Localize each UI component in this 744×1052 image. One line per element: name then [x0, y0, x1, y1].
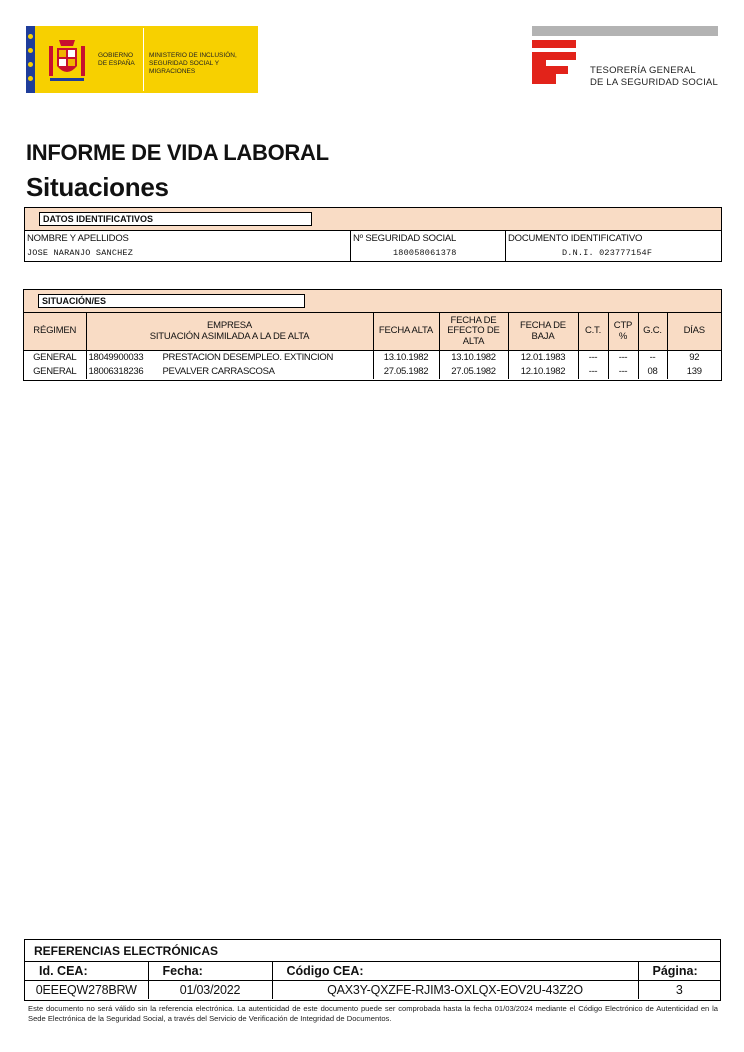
row-fecha-baja: 12.01.1983 [508, 351, 578, 366]
row-empresa-name: PEVALVER CARRASCOSA [162, 366, 275, 377]
legal-note: Este documento no será válido sin la referencia electrónica. La autenticidad de este documento puede ser comprobada hasta la fecha 01/03/2024 mediante el Código Electrónico de Autenticidad en la Sede Electrónica de la Seguridad Social, a través del Servicio de Verificación de Integridad de Documentos. [28, 1004, 718, 1023]
name-label: NOMBRE Y APELLIDOS [27, 233, 129, 244]
row-ct: --- [578, 365, 608, 379]
row-gc: 08 [638, 365, 667, 379]
col-empresa [86, 313, 373, 351]
situations-section-label: SITUACIÓN/ES [38, 294, 305, 308]
table-row [24, 351, 721, 366]
tgss-grey-bar [532, 26, 718, 36]
id-cea-label: Id. CEA: [25, 962, 148, 981]
references-values-row [25, 981, 720, 1000]
electronic-references [24, 939, 721, 1001]
col-gc: G.C. [638, 313, 667, 351]
situations-header-row [24, 313, 721, 351]
row-regimen: GENERAL [24, 365, 86, 379]
row-fecha-baja: 12.10.1982 [508, 365, 578, 379]
document-cell [506, 230, 721, 261]
tgss-name-line1: TESORERÍA GENERAL [590, 65, 696, 76]
row-fecha-alta: 27.05.1982 [373, 365, 439, 379]
col-empresa-line2: SITUACIÓN ASIMILADA A LA DE ALTA [149, 330, 310, 342]
row-empresa-code: 18006318236 [88, 366, 144, 377]
coat-of-arms-icon [46, 36, 88, 84]
row-ctp: --- [608, 365, 638, 379]
tgss-name-line2: DE LA SEGURIDAD SOCIAL [590, 77, 718, 88]
col-ctp: CTP % [608, 313, 638, 351]
row-empresa [86, 351, 373, 366]
situations-table [24, 313, 721, 379]
codigo-cea-value: QAX3Y-QXZFE-RJIM3-OXLQX-EOV2U-43Z2O [272, 981, 638, 1000]
col-empresa-line1: EMPRESA [206, 320, 253, 331]
report-title: INFORME DE VIDA LABORAL [26, 140, 329, 165]
row-fecha-efecto: 13.10.1982 [439, 351, 508, 366]
col-fecha-efecto: FECHA DE EFECTO DE ALTA [439, 313, 508, 351]
pagina-label: Página: [638, 962, 720, 981]
ministry-name: MINISTERIO DE INCLUSIÓN, SEGURIDAD SOCIAL Y MIGRACIONES [149, 52, 237, 75]
name-cell [25, 230, 351, 261]
document-value: D.N.I. 023777154F [562, 248, 653, 258]
row-ctp: --- [608, 351, 638, 366]
nss-cell [351, 230, 506, 261]
col-fecha-alta: FECHA ALTA [373, 313, 439, 351]
pagina-value: 3 [638, 981, 720, 1000]
situations-section [23, 289, 722, 381]
identification-section-label: DATOS IDENTIFICATIVOS [39, 212, 312, 226]
nss-value: 180058061378 [393, 248, 457, 258]
nss-label: Nº SEGURIDAD SOCIAL [353, 233, 457, 244]
row-dias: 92 [689, 352, 700, 363]
row-regimen: GENERAL [24, 351, 86, 366]
row-empresa-code: 18049900033 [88, 352, 144, 363]
row-fecha-efecto: 27.05.1982 [439, 365, 508, 379]
tgss-logo-icon [532, 40, 576, 84]
row-fecha-alta: 13.10.1982 [373, 351, 439, 366]
row-dias: 139 [686, 366, 702, 377]
row-gc: -- [638, 351, 667, 366]
fecha-value: 01/03/2022 [148, 981, 272, 1000]
government-logo [26, 26, 258, 93]
identification-header [25, 208, 721, 231]
situations-header [24, 290, 721, 313]
col-fecha-baja: FECHA DE BAJA [508, 313, 578, 351]
references-table [25, 961, 720, 999]
name-value: JOSE NARANJO SANCHEZ [27, 248, 134, 258]
references-title: REFERENCIAS ELECTRÓNICAS [34, 944, 219, 958]
row-empresa [86, 365, 373, 379]
col-ct: C.T. [578, 313, 608, 351]
eu-flag-strip [26, 26, 35, 93]
government-name: GOBIERNO DE ESPAÑA [98, 52, 135, 67]
id-cea-value: 0EEEQW278BRW [25, 981, 148, 1000]
logo-divider [143, 28, 144, 91]
col-dias: DÍAS [667, 313, 721, 351]
codigo-cea-label: Código CEA: [272, 962, 638, 981]
fecha-label: Fecha: [148, 962, 272, 981]
identification-section [24, 207, 722, 262]
table-row [24, 365, 721, 379]
references-header-row [25, 962, 720, 981]
tgss-name [590, 65, 718, 89]
document-label: DOCUMENTO IDENTIFICATIVO [508, 233, 643, 244]
report-subtitle: Situaciones [26, 172, 169, 202]
row-ct: --- [578, 351, 608, 366]
row-empresa-name: PRESTACION DESEMPLEO. EXTINCION [162, 352, 334, 363]
col-regimen: RÉGIMEN [24, 313, 86, 351]
